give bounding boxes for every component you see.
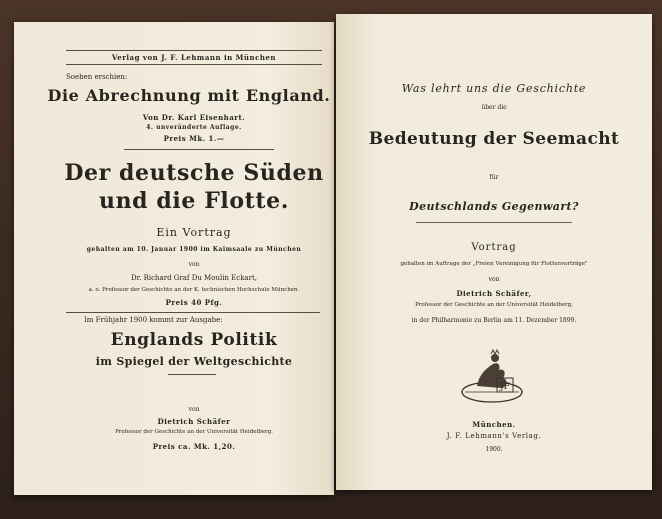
author-role: Professor der Geschichte an der Universität Heidelberg, <box>415 302 573 308</box>
book3-title-line1: Englands Politik <box>110 330 278 350</box>
book3-title-line2: im Spiegel der Weltgeschichte <box>95 355 293 368</box>
book2-author: Dr. Richard Graf Du Moulin Eckart, <box>130 274 257 282</box>
divider-1 <box>416 222 572 223</box>
divider-1 <box>124 149 274 150</box>
divider-3 <box>168 374 216 375</box>
book2-title-line1: Der deutsche Süden <box>64 160 324 186</box>
word-von: von <box>488 276 500 283</box>
header-rule-top <box>66 50 322 51</box>
book2-subtitle: Ein Vortrag <box>156 226 232 239</box>
question-line1: Was lehrt uns die Geschichte <box>401 82 587 95</box>
book3-author-role: Professor der Geschichte an der Universität Heidelberg. <box>115 429 273 435</box>
book2-von: von <box>188 261 200 268</box>
book1-author: Von Dr. Karl Eisenhart. <box>142 113 246 122</box>
book2-title-line2: und die Flotte. <box>98 188 290 214</box>
publisher-header: Verlag von J. F. Lehmann in München <box>111 53 277 62</box>
book3-price: Preis ca. Mk. 1,20. <box>152 442 236 451</box>
announce-fruehjahr: Im Frühjahr 1900 kommt zur Ausgabe: <box>84 316 223 324</box>
author-name: Dietrich Schäfer, <box>456 289 532 298</box>
book3-von: von <box>188 406 200 413</box>
city: München. <box>472 420 516 429</box>
venue-line: in der Philharmonie zu Berlin am 11. Dezember 1899. <box>411 317 577 324</box>
word-fuer: für <box>489 174 499 181</box>
book2-author-role: a. o. Professor der Geschichte an der K. technischen Hochschule München. <box>88 287 300 293</box>
publisher: J. F. Lehmann's Verlag. <box>446 432 542 440</box>
book1-edition: 4. unveränderte Auflage. <box>146 124 242 131</box>
header-rule-bottom <box>66 64 322 65</box>
book1-title: Die Abrechnung mit England. <box>47 86 331 105</box>
book2-held: gehalten am 10. Januar 1900 im Kaimsaale zu München <box>86 246 302 253</box>
divider-2 <box>66 312 320 313</box>
main-title: Bedeutung der Seemacht <box>368 129 620 149</box>
question-line2: Deutschlands Gegenwart? <box>409 200 579 213</box>
announce-soeben: Soeben erschien: <box>66 73 128 81</box>
right-page <box>336 14 652 490</box>
word-ueber: über die <box>481 104 507 111</box>
svg-text:JF: JF <box>500 382 510 392</box>
publisher-emblem-icon <box>457 348 527 404</box>
left-page <box>14 22 334 495</box>
book2-price: Preis 40 Pfg. <box>165 298 223 307</box>
held-line: gehalten im Auftrage der „Freien Vereinigung für Flottenvorträge" <box>400 261 588 267</box>
book3-author: Dietrich Schäfer <box>157 417 231 426</box>
year: 1900. <box>485 446 503 453</box>
book1-price: Preis Mk. 1.— <box>163 134 225 143</box>
lecture-label: Vortrag <box>471 242 517 253</box>
